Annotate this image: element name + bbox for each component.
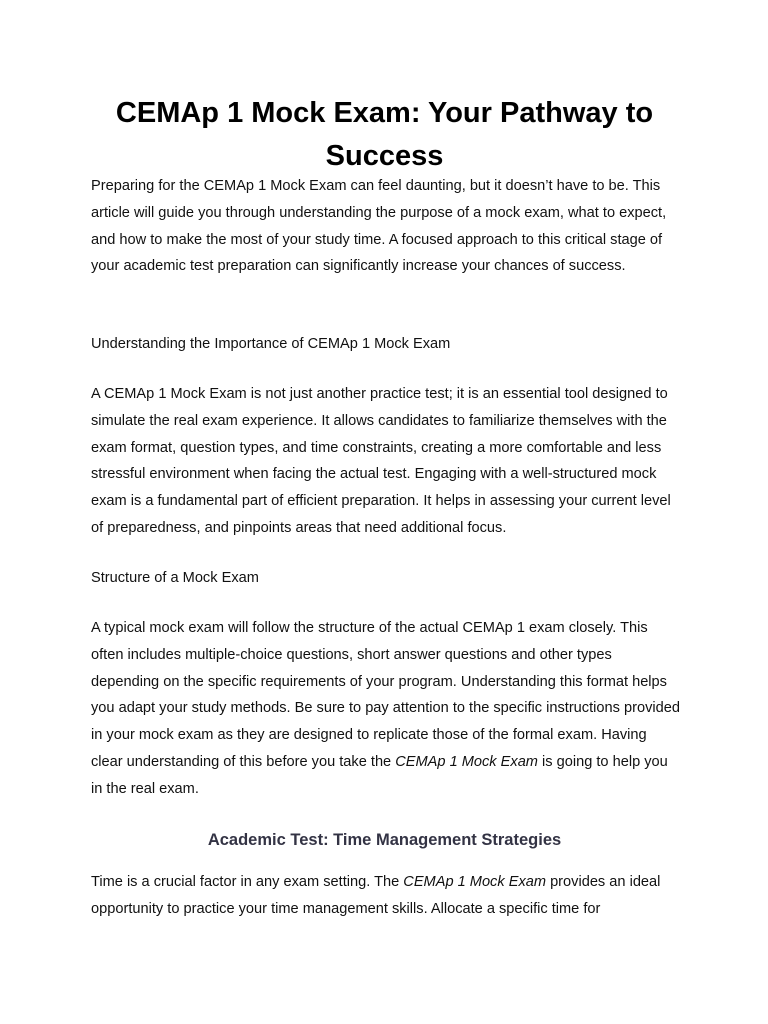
time-management-paragraph xyxy=(91,869,681,923)
intro-paragraph: Preparing for the CEMAp 1 Mock Exam can feel daunting, but it doesn’t have to be. This article will guide you through understanding the purpose of a mock exam, what to expect, and how to make the most of your study time. A focused approach to this critical stage of your academic test preparation can significantly increase your chances of success. xyxy=(91,178,667,275)
time-text-emphasis: CEMAp 1 Mock Exam xyxy=(403,874,547,890)
time-text-before: Time is a crucial factor in any exam setting. The xyxy=(91,874,404,890)
section-heading-importance: Understanding the Importance of CEMAp 1 Mock Exam xyxy=(91,336,451,352)
page-title: CEMAp 1 Mock Exam: Your Pathway to Success xyxy=(115,97,654,172)
structure-text-before: A typical mock exam will follow the structure of the actual CEMAp 1 exam closely. This often includes multiple-choice questions, short answer questions and other types depending on the specific requirements of your program. Understanding this format helps you adapt your study methods. Be sure to pay attention to the specific instructions provided in your mock exam as they are designed to replicate those of the formal exam. Having clear understanding of this before you take the xyxy=(91,620,680,770)
structure-text-emphasis: CEMAp 1 Mock Exam xyxy=(395,753,538,770)
structure-paragraph xyxy=(91,615,681,803)
structure-text-after: is going to help you in the real exam. xyxy=(91,753,668,797)
time-text-after: provides an ideal opportunity to practice your time management skills. Allocate a specific time for xyxy=(91,874,661,917)
section-heading-structure: Structure of a Mock Exam xyxy=(91,570,259,586)
importance-paragraph: A CEMAp 1 Mock Exam is not just another practice test; it is an essential tool designed to simulate the real exam experience. It allows candidates to familiarize themselves with the exam format, question types, and time constraints, creating a more comfortable and less stressful environment when facing the actual test. Engaging with a well-structured mock exam is a fundamental part of efficient preparation. It helps in assessing your current level of preparedness, and pinpoints areas that need additional focus. xyxy=(91,386,671,536)
section-heading-time-management: Academic Test: Time Management Strategies xyxy=(207,831,562,849)
